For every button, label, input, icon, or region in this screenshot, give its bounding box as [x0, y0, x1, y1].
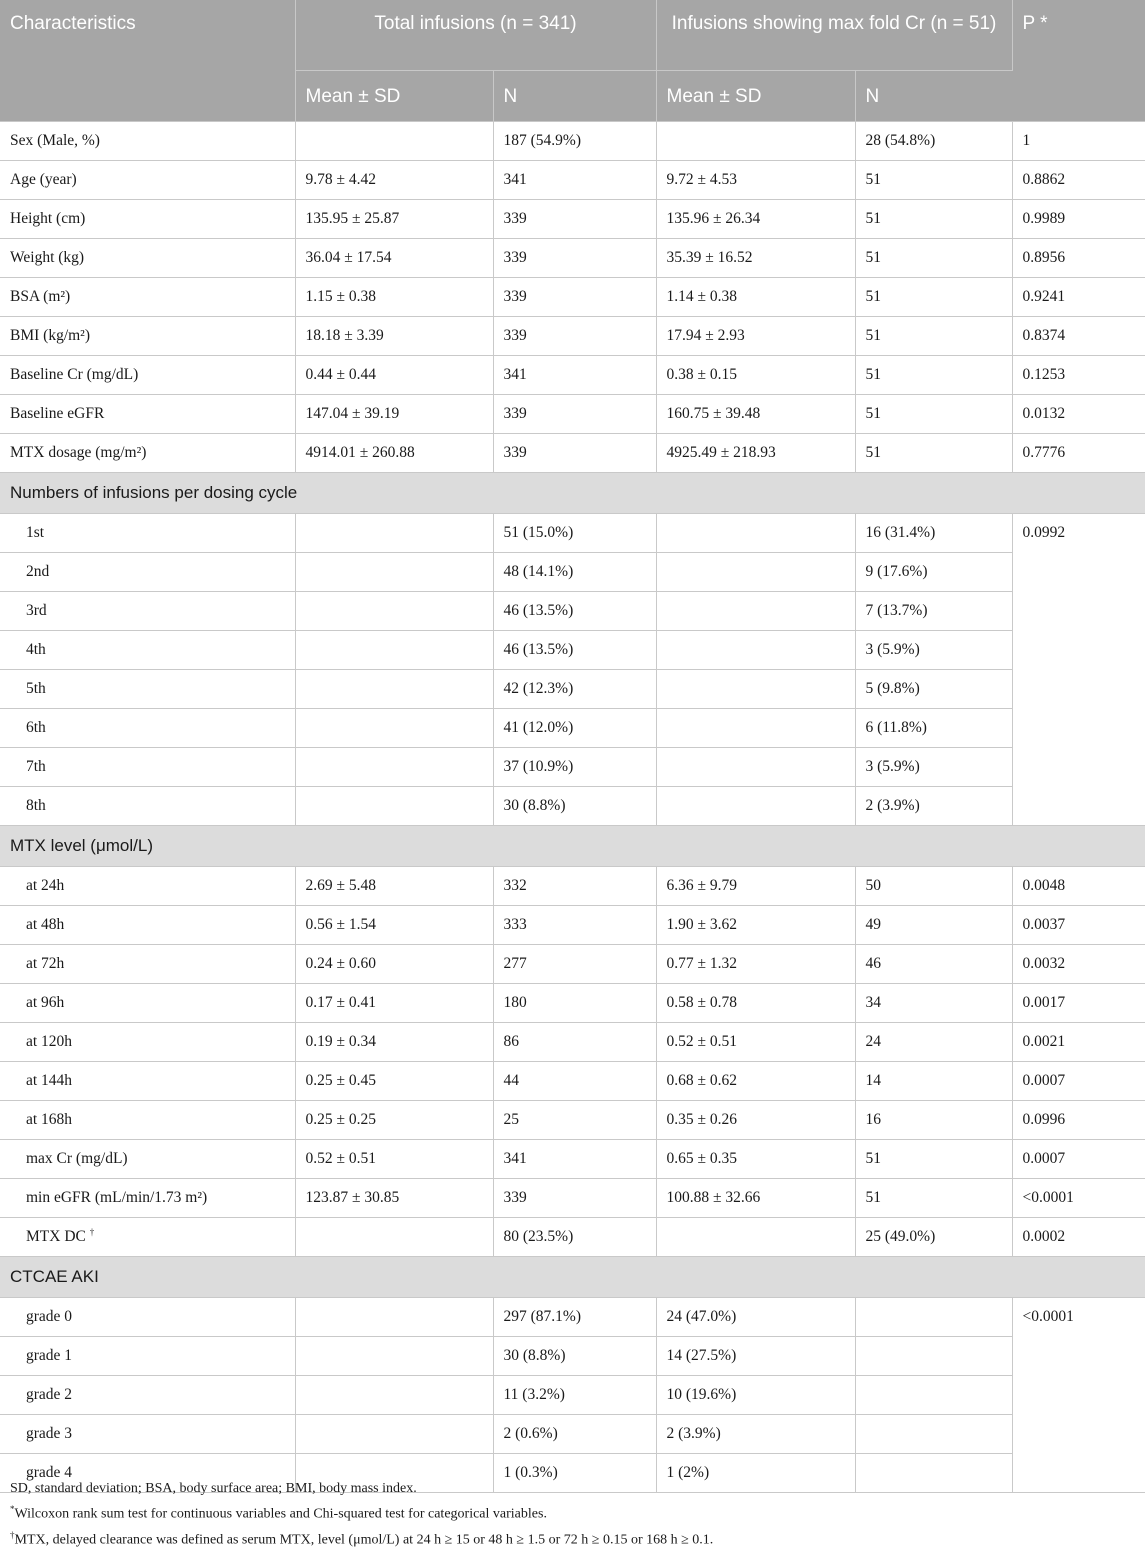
total-mean-sd-cell: 9.78 ± 4.42 — [295, 161, 493, 200]
total-n-cell: 41 (12.0%) — [493, 709, 656, 748]
max-n-cell: 51 — [855, 1179, 1012, 1218]
table-row — [0, 317, 1145, 356]
p-value-cell: 0.9989 — [1012, 200, 1145, 239]
total-mean-sd-cell: 0.52 ± 0.51 — [295, 1140, 493, 1179]
footnotes — [10, 1479, 713, 1550]
max-n-cell: 16 (31.4%) — [855, 514, 1012, 553]
max-n-cell: 2 (3.9%) — [855, 787, 1012, 826]
section-mtx-level-title: MTX level (μmol/L) — [0, 826, 1145, 867]
total-mean-sd-cell — [295, 592, 493, 631]
footnote-delayed-clearance-text: MTX, delayed clearance was defined as serum MTX, level (μmol/L) at 24 h ≥ 15 or 48 h ≥ 1.5 or 72 h ≥ 0.15 or 168 h ≥ 0.1. — [14, 1532, 714, 1548]
total-n-cell: 180 — [493, 984, 656, 1023]
p-value-cell: 0.0048 — [1012, 867, 1145, 906]
p-value-cell: <0.0001 — [1012, 1179, 1145, 1218]
max-mean-sd-cell: 1.90 ± 3.62 — [656, 906, 855, 945]
table-row — [0, 984, 1145, 1023]
table-row — [0, 514, 1145, 553]
total-mean-sd-cell: 1.15 ± 0.38 — [295, 278, 493, 317]
table-row — [0, 553, 1145, 592]
max-mean-sd-cell: 0.68 ± 0.62 — [656, 1062, 855, 1101]
header-max-mean-sd: Mean ± SD — [656, 71, 855, 122]
table-body — [0, 122, 1145, 1493]
max-mean-sd-cell: 135.96 ± 26.34 — [656, 200, 855, 239]
max-mean-sd-cell — [656, 1218, 855, 1257]
total-n-cell: 339 — [493, 200, 656, 239]
total-n-cell: 332 — [493, 867, 656, 906]
max-n-cell: 51 — [855, 434, 1012, 473]
table-row — [0, 1376, 1145, 1415]
total-mean-sd-cell: 0.25 ± 0.45 — [295, 1062, 493, 1101]
row-label: Weight (kg) — [0, 239, 295, 278]
max-mean-sd-cell — [656, 631, 855, 670]
total-n-cell: 46 (13.5%) — [493, 631, 656, 670]
p-value-cell: 0.9241 — [1012, 278, 1145, 317]
max-n-cell: 50 — [855, 867, 1012, 906]
total-n-cell: 80 (23.5%) — [493, 1218, 656, 1257]
row-label: BMI (kg/m²) — [0, 317, 295, 356]
table-row — [0, 1062, 1145, 1101]
total-mean-sd-cell: 36.04 ± 17.54 — [295, 239, 493, 278]
table-row — [0, 239, 1145, 278]
max-n-cell: 51 — [855, 356, 1012, 395]
row-label — [0, 1218, 295, 1257]
table-row — [0, 1101, 1145, 1140]
max-n-cell: 3 (5.9%) — [855, 748, 1012, 787]
p-value-cell: 0.0037 — [1012, 906, 1145, 945]
row-label: grade 4 — [0, 1454, 295, 1493]
table-row — [0, 1415, 1145, 1454]
total-mean-sd-cell — [295, 1298, 493, 1337]
p-value-cell: 0.8862 — [1012, 161, 1145, 200]
total-mean-sd-cell: 135.95 ± 25.87 — [295, 200, 493, 239]
max-mean-sd-cell — [656, 787, 855, 826]
row-label-footnote-mark: † — [89, 1227, 95, 1238]
table-row — [0, 161, 1145, 200]
p-value-cell: 0.0021 — [1012, 1023, 1145, 1062]
header-total-mean-sd: Mean ± SD — [295, 71, 493, 122]
total-mean-sd-cell: 0.19 ± 0.34 — [295, 1023, 493, 1062]
table-row — [0, 1023, 1145, 1062]
row-label: Sex (Male, %) — [0, 122, 295, 161]
table-row — [0, 787, 1145, 826]
row-label: at 144h — [0, 1062, 295, 1101]
max-n-cell: 34 — [855, 984, 1012, 1023]
max-mean-sd-cell: 160.75 ± 39.48 — [656, 395, 855, 434]
row-label: 4th — [0, 631, 295, 670]
row-label-text: MTX DC — [26, 1228, 86, 1246]
total-mean-sd-cell — [295, 1415, 493, 1454]
max-n-cell: 5 (9.8%) — [855, 670, 1012, 709]
row-label: 6th — [0, 709, 295, 748]
total-n-cell: 341 — [493, 161, 656, 200]
table-row — [0, 945, 1145, 984]
table-row — [0, 670, 1145, 709]
table-row — [0, 1218, 1145, 1257]
total-n-cell: 339 — [493, 434, 656, 473]
row-label: grade 2 — [0, 1376, 295, 1415]
section-dosing-cycle-title: Numbers of infusions per dosing cycle — [0, 473, 1145, 514]
max-n-cell: 6 (11.8%) — [855, 709, 1012, 748]
max-mean-sd-cell: 100.88 ± 32.66 — [656, 1179, 855, 1218]
max-mean-sd-cell: 17.94 ± 2.93 — [656, 317, 855, 356]
table-row — [0, 1140, 1145, 1179]
total-n-cell: 341 — [493, 356, 656, 395]
p-value-cell: 0.0002 — [1012, 1218, 1145, 1257]
max-mean-sd-cell: 10 (19.6%) — [656, 1376, 855, 1415]
total-n-cell: 339 — [493, 395, 656, 434]
max-mean-sd-cell: 6.36 ± 9.79 — [656, 867, 855, 906]
max-n-cell: 7 (13.7%) — [855, 592, 1012, 631]
max-n-cell: 9 (17.6%) — [855, 553, 1012, 592]
row-label: Height (cm) — [0, 200, 295, 239]
max-n-cell: 25 (49.0%) — [855, 1218, 1012, 1257]
footnote-dagger-mark: † — [10, 1529, 15, 1540]
section-ctcae-aki-title: CTCAE AKI — [0, 1257, 1145, 1298]
max-mean-sd-cell: 1.14 ± 0.38 — [656, 278, 855, 317]
max-mean-sd-cell: 1 (2%) — [656, 1454, 855, 1493]
total-n-cell: 30 (8.8%) — [493, 787, 656, 826]
max-n-cell: 14 — [855, 1062, 1012, 1101]
total-mean-sd-cell — [295, 631, 493, 670]
p-value-cell: <0.0001 — [1012, 1298, 1145, 1493]
table-row — [0, 1298, 1145, 1337]
max-mean-sd-cell: 0.77 ± 1.32 — [656, 945, 855, 984]
table-row — [0, 200, 1145, 239]
total-mean-sd-cell: 0.24 ± 0.60 — [295, 945, 493, 984]
total-mean-sd-cell: 147.04 ± 39.19 — [295, 395, 493, 434]
max-mean-sd-cell: 0.65 ± 0.35 — [656, 1140, 855, 1179]
total-mean-sd-cell: 18.18 ± 3.39 — [295, 317, 493, 356]
total-n-cell: 339 — [493, 239, 656, 278]
max-n-cell — [855, 1454, 1012, 1493]
header-p-value: P * — [1012, 0, 1145, 122]
row-label: at 48h — [0, 906, 295, 945]
max-mean-sd-cell — [656, 122, 855, 161]
table-row — [0, 748, 1145, 787]
total-n-cell: 339 — [493, 278, 656, 317]
row-label: 3rd — [0, 592, 295, 631]
total-mean-sd-cell — [295, 122, 493, 161]
p-value-cell: 0.7776 — [1012, 434, 1145, 473]
table-row — [0, 709, 1145, 748]
header-characteristics: Characteristics — [0, 0, 295, 122]
table-row — [0, 1179, 1145, 1218]
max-mean-sd-cell: 24 (47.0%) — [656, 1298, 855, 1337]
max-n-cell — [855, 1298, 1012, 1337]
max-mean-sd-cell — [656, 514, 855, 553]
row-label: max Cr (mg/dL) — [0, 1140, 295, 1179]
max-mean-sd-cell: 0.38 ± 0.15 — [656, 356, 855, 395]
row-label: 5th — [0, 670, 295, 709]
total-mean-sd-cell — [295, 1376, 493, 1415]
total-n-cell: 51 (15.0%) — [493, 514, 656, 553]
total-mean-sd-cell — [295, 1337, 493, 1376]
total-mean-sd-cell: 123.87 ± 30.85 — [295, 1179, 493, 1218]
max-n-cell: 51 — [855, 395, 1012, 434]
table-row — [0, 592, 1145, 631]
row-label: BSA (m²) — [0, 278, 295, 317]
total-n-cell: 48 (14.1%) — [493, 553, 656, 592]
total-n-cell: 1 (0.3%) — [493, 1454, 656, 1493]
p-value-cell: 0.0992 — [1012, 514, 1145, 826]
total-mean-sd-cell — [295, 709, 493, 748]
total-n-cell: 333 — [493, 906, 656, 945]
max-mean-sd-cell: 4925.49 ± 218.93 — [656, 434, 855, 473]
max-n-cell: 51 — [855, 317, 1012, 356]
table-row — [0, 122, 1145, 161]
total-mean-sd-cell: 0.44 ± 0.44 — [295, 356, 493, 395]
p-value-cell: 0.1253 — [1012, 356, 1145, 395]
total-n-cell: 30 (8.8%) — [493, 1337, 656, 1376]
footnote-statistics-text: Wilcoxon rank sum test for continuous variables and Chi-squared test for categorical variables. — [14, 1506, 547, 1522]
total-mean-sd-cell — [295, 514, 493, 553]
footnote-star-mark: * — [10, 1504, 15, 1514]
section-mtx-level — [0, 826, 1145, 867]
row-label: at 120h — [0, 1023, 295, 1062]
max-mean-sd-cell — [656, 748, 855, 787]
max-n-cell — [855, 1415, 1012, 1454]
total-mean-sd-cell: 0.56 ± 1.54 — [295, 906, 493, 945]
total-mean-sd-cell: 2.69 ± 5.48 — [295, 867, 493, 906]
row-label: grade 0 — [0, 1298, 295, 1337]
row-label: Age (year) — [0, 161, 295, 200]
max-mean-sd-cell — [656, 709, 855, 748]
total-n-cell: 339 — [493, 1179, 656, 1218]
row-label: MTX dosage (mg/m²) — [0, 434, 295, 473]
total-mean-sd-cell — [295, 670, 493, 709]
max-n-cell: 51 — [855, 161, 1012, 200]
max-n-cell: 16 — [855, 1101, 1012, 1140]
total-n-cell: 297 (87.1%) — [493, 1298, 656, 1337]
p-value-cell: 0.0996 — [1012, 1101, 1145, 1140]
max-mean-sd-cell — [656, 592, 855, 631]
p-value-cell: 0.0007 — [1012, 1062, 1145, 1101]
table-row — [0, 631, 1145, 670]
max-n-cell: 49 — [855, 906, 1012, 945]
total-n-cell: 25 — [493, 1101, 656, 1140]
total-mean-sd-cell — [295, 748, 493, 787]
footnote-delayed-clearance — [10, 1525, 713, 1550]
p-value-cell: 0.0032 — [1012, 945, 1145, 984]
max-mean-sd-cell: 0.58 ± 0.78 — [656, 984, 855, 1023]
row-label: 7th — [0, 748, 295, 787]
row-label: 1st — [0, 514, 295, 553]
p-value-cell: 0.0132 — [1012, 395, 1145, 434]
header-max-n: N — [855, 71, 1012, 122]
row-label: at 96h — [0, 984, 295, 1023]
max-n-cell: 51 — [855, 1140, 1012, 1179]
row-label: at 24h — [0, 867, 295, 906]
section-ctcae-aki — [0, 1257, 1145, 1298]
p-value-cell: 1 — [1012, 122, 1145, 161]
max-mean-sd-cell: 14 (27.5%) — [656, 1337, 855, 1376]
row-label: min eGFR (mL/min/1.73 m²) — [0, 1179, 295, 1218]
row-label: Baseline eGFR — [0, 395, 295, 434]
total-n-cell: 187 (54.9%) — [493, 122, 656, 161]
total-n-cell: 339 — [493, 317, 656, 356]
total-n-cell: 341 — [493, 1140, 656, 1179]
max-n-cell: 46 — [855, 945, 1012, 984]
table-row — [0, 906, 1145, 945]
table-row — [0, 1337, 1145, 1376]
row-label: grade 3 — [0, 1415, 295, 1454]
row-label: grade 1 — [0, 1337, 295, 1376]
max-n-cell: 51 — [855, 200, 1012, 239]
header-max-fold-infusions: Infusions showing max fold Cr (n = 51) — [656, 0, 1012, 71]
row-label: Baseline Cr (mg/dL) — [0, 356, 295, 395]
p-value-cell: 0.8956 — [1012, 239, 1145, 278]
max-n-cell: 51 — [855, 239, 1012, 278]
section-dosing-cycle — [0, 473, 1145, 514]
max-mean-sd-cell — [656, 553, 855, 592]
row-label: at 72h — [0, 945, 295, 984]
total-mean-sd-cell — [295, 553, 493, 592]
header-total-n: N — [493, 71, 656, 122]
max-mean-sd-cell: 9.72 ± 4.53 — [656, 161, 855, 200]
max-mean-sd-cell: 2 (3.9%) — [656, 1415, 855, 1454]
total-n-cell: 42 (12.3%) — [493, 670, 656, 709]
total-n-cell: 277 — [493, 945, 656, 984]
total-n-cell: 86 — [493, 1023, 656, 1062]
total-mean-sd-cell: 0.25 ± 0.25 — [295, 1101, 493, 1140]
row-label: 2nd — [0, 553, 295, 592]
total-n-cell: 2 (0.6%) — [493, 1415, 656, 1454]
max-n-cell: 28 (54.8%) — [855, 122, 1012, 161]
table-row — [0, 278, 1145, 317]
table-row — [0, 356, 1145, 395]
max-n-cell — [855, 1376, 1012, 1415]
max-mean-sd-cell: 0.52 ± 0.51 — [656, 1023, 855, 1062]
p-value-cell: 0.8374 — [1012, 317, 1145, 356]
max-n-cell: 3 (5.9%) — [855, 631, 1012, 670]
total-mean-sd-cell — [295, 787, 493, 826]
max-mean-sd-cell: 0.35 ± 0.26 — [656, 1101, 855, 1140]
max-n-cell — [855, 1337, 1012, 1376]
total-n-cell: 37 (10.9%) — [493, 748, 656, 787]
footnote-statistics — [10, 1499, 713, 1525]
total-mean-sd-cell: 4914.01 ± 260.88 — [295, 434, 493, 473]
max-mean-sd-cell: 35.39 ± 16.52 — [656, 239, 855, 278]
p-value-cell: 0.0007 — [1012, 1140, 1145, 1179]
header-total-infusions: Total infusions (n = 341) — [295, 0, 656, 71]
row-label: at 168h — [0, 1101, 295, 1140]
table-row — [0, 434, 1145, 473]
total-n-cell: 11 (3.2%) — [493, 1376, 656, 1415]
max-n-cell: 24 — [855, 1023, 1012, 1062]
max-n-cell: 51 — [855, 278, 1012, 317]
max-mean-sd-cell — [656, 670, 855, 709]
total-n-cell: 44 — [493, 1062, 656, 1101]
total-mean-sd-cell: 0.17 ± 0.41 — [295, 984, 493, 1023]
total-n-cell: 46 (13.5%) — [493, 592, 656, 631]
table-row — [0, 395, 1145, 434]
table-row — [0, 867, 1145, 906]
row-label: 8th — [0, 787, 295, 826]
p-value-cell: 0.0017 — [1012, 984, 1145, 1023]
total-mean-sd-cell — [295, 1218, 493, 1257]
footnote-abbreviations: SD, standard deviation; BSA, body surface area; BMI, body mass index. — [10, 1481, 417, 1496]
